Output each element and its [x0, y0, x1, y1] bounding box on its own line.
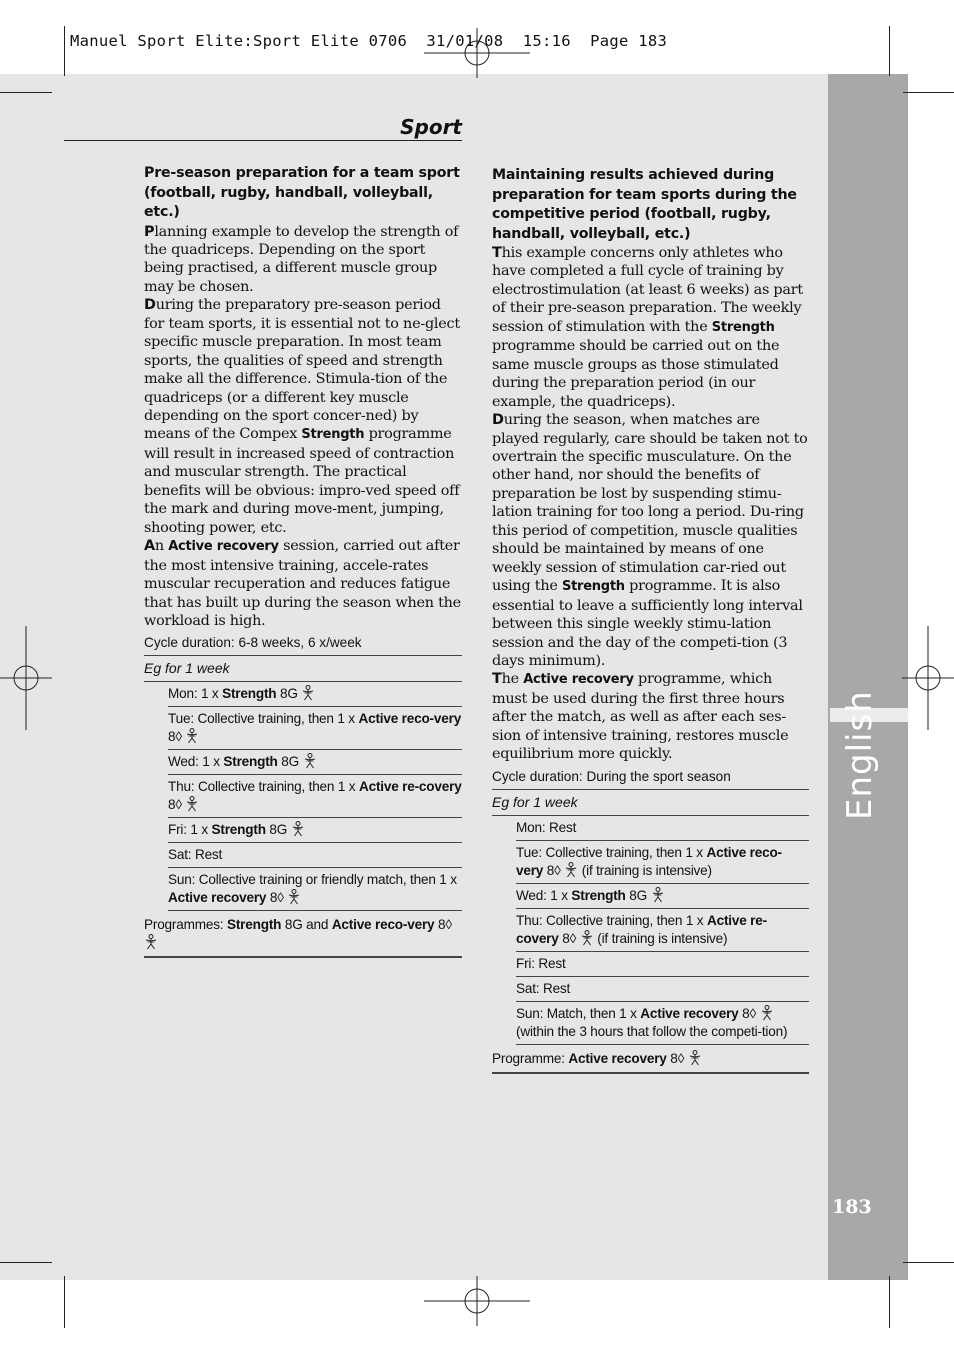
schedule-day-row — [516, 841, 809, 884]
athlete-figure-icon — [185, 728, 199, 744]
schedule-day-row — [516, 977, 809, 1002]
programme-code: 8G — [276, 686, 298, 702]
athlete-figure-icon — [301, 685, 315, 701]
paragraph-text: programme will result in increased speed of contraction and muscular strength. The practical benefits will be obvious: impro-ved speed off the mark and during move-ment, jumping, shooting power, etc. — [144, 426, 460, 536]
right-paragraph-2 — [492, 411, 809, 670]
athlete-figure-icon — [688, 1050, 702, 1066]
day-text: Fri: Rest — [516, 955, 566, 971]
right-paragraph-3 — [492, 670, 809, 763]
page-number: 183 — [832, 1196, 872, 1218]
right-column — [492, 166, 809, 1074]
program-keyword: Active recovery — [640, 1005, 739, 1021]
crop-mark — [64, 26, 65, 76]
day-text: Thu: Collective training, then 1 x — [168, 779, 359, 795]
example-week-label: Eg for 1 week — [492, 790, 809, 816]
right-paragraph-1 — [492, 244, 809, 411]
schedule-day-row — [168, 775, 462, 818]
drop-letter: P — [144, 223, 155, 240]
program-keyword: Strength — [226, 917, 282, 933]
schedule-day-row — [516, 952, 809, 977]
program-keyword: Strength — [301, 427, 365, 443]
day-text: Sat: Rest — [516, 980, 571, 996]
drop-letter: T — [492, 245, 502, 261]
drop-letter: T — [492, 671, 502, 688]
program-keyword: Strength — [711, 319, 775, 335]
schedule-day-row — [516, 884, 809, 909]
crop-mark — [889, 1276, 890, 1328]
schedule-day-row — [168, 750, 462, 775]
crop-mark — [0, 1262, 52, 1263]
programme-code: 8◊ — [168, 797, 182, 813]
drop-letter: A — [144, 538, 155, 555]
registration-mark-right — [902, 626, 954, 730]
athlete-figure-icon — [760, 1005, 774, 1021]
day-text: Mon: 1 x — [168, 686, 223, 702]
programme-code: 8◊ — [558, 930, 577, 946]
schedule-day-row — [168, 818, 462, 843]
day-note: (if training is intensive) — [593, 930, 728, 946]
athlete-figure-icon — [580, 930, 594, 946]
day-text: Wed: 1 x — [516, 887, 572, 903]
schedule-day-row — [168, 707, 462, 750]
crop-mark — [0, 92, 52, 93]
left-column — [144, 164, 462, 958]
drop-letter: D — [144, 297, 156, 314]
paragraph-text: his example concerns only athletes who have completed a full cycle of training by electrostimulation (at least 6 weeks) as part of their pre-season preparation. The weekly session of stimulation with the — [492, 245, 803, 335]
right-heading: Maintaining results achieved during preparation for team sports during the competitive period (football, rugby, handball, volleyball, etc.) — [492, 167, 797, 242]
day-note: (within the 3 hours that follow the competi-tion) — [516, 1023, 788, 1039]
athlete-figure-icon — [303, 753, 317, 769]
programme-code: 8◊ — [543, 862, 561, 878]
programme-label: Programme: — [492, 1050, 569, 1066]
paragraph-text: uring the preparatory pre-season period for team sports, it is essential not to ne-glect specific muscle preparation. In most team sports, the qualities of speed and strength make all the difference. Stimula-tion of the quadriceps (or a different key muscle depending on the sport concer-ned) by means of the Compex — [144, 297, 460, 443]
day-text: Sat: Rest — [168, 847, 223, 863]
programme-code: 8G — [277, 754, 299, 770]
athlete-figure-icon — [564, 862, 578, 878]
program-keyword: Active re-covery — [516, 912, 767, 946]
registration-mark-left — [0, 626, 52, 730]
day-text: Tue: Collective training, then 1 x — [168, 711, 359, 727]
schedule-day-row — [516, 816, 809, 841]
programme-code: 8◊ — [666, 1050, 685, 1066]
registration-mark-bottom — [424, 1276, 530, 1326]
schedule-day-row — [516, 1002, 809, 1045]
day-text: Sun: Collective training or friendly match, then 1 x — [168, 872, 457, 888]
schedule-day-row — [516, 909, 809, 952]
program-keyword: Active reco-very — [331, 917, 435, 933]
example-week-label: Eg for 1 week — [144, 656, 462, 682]
programme-code: 8◊ — [168, 729, 182, 745]
paragraph-text: he — [501, 671, 524, 688]
program-keyword: Strength — [223, 754, 278, 770]
day-text: Fri: 1 x — [168, 822, 212, 838]
program-keyword: Strength — [561, 579, 625, 595]
side-tab — [828, 74, 908, 1280]
left-heading: Pre-season preparation for a team sport (football, rugby, handball, volleyball, etc.) — [144, 165, 460, 220]
program-keyword: Active reco-very — [516, 844, 782, 878]
day-text: Wed: 1 x — [168, 754, 224, 770]
programme-code: 8G — [625, 887, 647, 903]
crop-mark — [903, 92, 954, 93]
program-keyword: Active recovery — [568, 1050, 667, 1066]
programme-code: 8◊ — [266, 890, 284, 906]
cycle-duration: Cycle duration: During the sport season — [492, 764, 809, 790]
day-text: Mon: Rest — [516, 819, 577, 835]
programme-code: 8◊ — [738, 1005, 756, 1021]
program-keyword: Active recovery — [523, 672, 634, 688]
paragraph-text: session, carried out after the most intensive training, accele-rates muscular recuperation and reduces fatigue that has built up during the season when the workload is high. — [144, 538, 461, 630]
day-text: Thu: Collective training, then 1 x — [516, 912, 707, 928]
language-tab-label: English — [840, 690, 880, 820]
registration-mark-top — [424, 28, 530, 78]
crop-mark — [64, 1276, 65, 1328]
programme-summary — [492, 1045, 809, 1074]
programmes-summary — [144, 911, 462, 958]
schedule-day-row — [168, 682, 462, 707]
paragraph-text: n — [154, 538, 169, 555]
cycle-duration: Cycle duration: 6-8 weeks, 6 x/week — [144, 630, 462, 656]
athlete-figure-icon — [144, 934, 158, 950]
program-keyword: Strength — [211, 822, 266, 838]
athlete-figure-icon — [291, 821, 305, 837]
programme-code: 8◊ — [434, 917, 452, 933]
schedule-day-row — [168, 843, 462, 868]
athlete-figure-icon — [651, 887, 665, 903]
printer-slug-line: Manuel Sport Elite:Sport Elite 0706 31/01/08 15:16 Page 183 — [70, 32, 668, 50]
program-keyword: Active re-covery — [358, 779, 462, 795]
programme-code: 8G — [265, 822, 288, 838]
program-keyword: Active recovery — [168, 539, 279, 555]
left-paragraph-2 — [144, 296, 462, 537]
paragraph-text: programme should be carried out on the same muscle groups as those stimulated during the preparation period (in our example, the quadriceps). — [492, 338, 780, 410]
programme-code: 8G and — [281, 917, 332, 933]
weekly-schedule — [168, 682, 462, 911]
program-keyword: Strength — [571, 887, 626, 903]
program-keyword: Active recovery — [168, 890, 267, 906]
athlete-figure-icon — [185, 796, 199, 812]
paragraph-text: programme. It is also essential to leave a sufficiently long interval between this single weekly stimu-lation session and the day of the competi-tion (3 days minimum). — [492, 578, 803, 669]
paragraph-text: lanning example to develop the strength of the quadriceps. Depending on the sport being practised, a different muscle group may be chosen. — [144, 223, 459, 295]
programmes-label: Programmes: — [144, 917, 227, 933]
schedule-day-row — [168, 868, 462, 911]
weekly-schedule — [516, 816, 809, 1045]
day-text: Tue: Collective training, then 1 x — [516, 844, 707, 860]
program-keyword: Strength — [222, 686, 277, 702]
left-paragraph-1 — [144, 223, 462, 297]
drop-letter: D — [492, 412, 504, 429]
paragraph-text: programme, which must be used during the first three hours after the match, as well as after each ses-sion of intensive training, restores muscle equilibrium more quickly. — [492, 671, 789, 763]
section-title-rule — [64, 140, 462, 141]
crop-mark — [903, 1262, 954, 1263]
athlete-figure-icon — [287, 889, 301, 905]
paragraph-text: uring the season, when matches are played regularly, care should be taken not to overtrain the specific musculature. On the other hand, nor should the benefits of preparation be lost by suspending stimu-lation training for too long a period. Du-ring this period of competition, muscle qualities should be maintained by means of one weekly session of stimulation car-ried out using the — [492, 412, 808, 595]
section-title: Sport — [400, 115, 462, 139]
day-text: Sun: Match, then 1 x — [516, 1005, 641, 1021]
day-note: (if training is intensive) — [578, 862, 712, 878]
crop-mark — [889, 26, 890, 76]
program-keyword: Active reco-very — [358, 711, 462, 727]
left-paragraph-3 — [144, 537, 462, 630]
